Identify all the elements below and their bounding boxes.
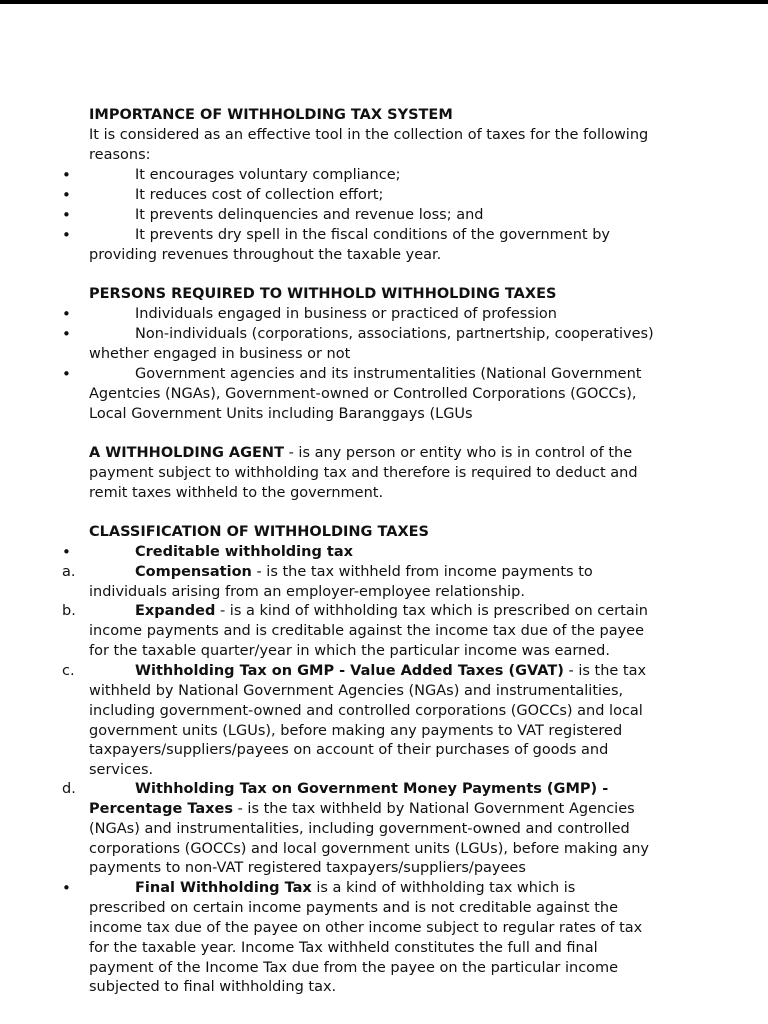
list-item: Government agencies and its instrumentalities (National Government (135, 366, 642, 382)
paragraph-line: income payments and is creditable against the income tax due of the payee (89, 623, 645, 639)
definition-line: A WITHHOLDING AGENT - is any person or entity who is in control of the (89, 445, 633, 461)
paragraph-line: reasons: (89, 147, 151, 163)
paragraph-line: (NGAs) and instrumentalities, including government-owned and controlled (89, 821, 630, 837)
bullet-icon: • (62, 226, 71, 244)
list-item: Expanded - is a kind of withholding tax which is prescribed on certain (135, 603, 648, 619)
list-item: It prevents delinquencies and revenue loss; and (135, 207, 484, 223)
list-item: Individuals engaged in business or practiced of profession (135, 306, 557, 322)
paragraph-line: including government-owned and controlled corporations (GOCCs) and local (89, 703, 643, 719)
section-title: IMPORTANCE OF WITHHOLDING TAX SYSTEM (89, 107, 453, 123)
paragraph-line: Local Government Units including Baranggays (LGUs (89, 406, 473, 422)
bullet-icon: • (62, 166, 71, 184)
bullet-icon: • (62, 305, 71, 323)
list-item: It prevents dry spell in the fiscal conditions of the government by (135, 227, 610, 243)
list-item: It reduces cost of collection effort; (135, 187, 384, 203)
paragraph-line: payments to non-VAT registered taxpayers/suppliers/payees (89, 860, 526, 876)
list-marker: d. (62, 781, 76, 797)
list-marker: c. (62, 663, 75, 679)
paragraph-line: remit taxes withheld to the government. (89, 485, 384, 501)
paragraph-line: services. (89, 762, 154, 778)
paragraph-line: It is considered as an effective tool in the collection of taxes for the following (89, 127, 649, 143)
paragraph-line: whether engaged in business or not (89, 346, 351, 362)
paragraph-line: corporations (GOCCs) and local government units (LGUs), before making any (89, 841, 649, 857)
paragraph-line: payment subject to withholding tax and therefore is required to deduct and (89, 465, 638, 481)
paragraph-line: government units (LGUs), before making any payments to VAT registered (89, 723, 623, 739)
list-marker: b. (62, 603, 76, 619)
paragraph-line: for the taxable year. Income Tax withheld constitutes the full and final (89, 940, 598, 956)
paragraph-line: providing revenues throughout the taxable year. (89, 247, 442, 263)
list-item: Non-individuals (corporations, associations, partnertship, cooperatives) (135, 326, 654, 342)
paragraph-line: income tax due of the payee on other income subject to regular rates of tax (89, 920, 643, 936)
paragraph-line: Percentage Taxes - is the tax withheld by National Government Agencies (89, 801, 635, 817)
section-title: CLASSIFICATION OF WITHHOLDING TAXES (89, 524, 429, 540)
paragraph-line: withheld by National Government Agencies (NGAs) and instrumentalities, (89, 683, 624, 699)
bullet-icon: • (62, 543, 71, 561)
list-item: Withholding Tax on GMP - Value Added Taxes (GVAT) - is the tax (135, 663, 647, 679)
bullet-icon: • (62, 186, 71, 204)
list-item: Withholding Tax on Government Money Payments (GMP) - (135, 781, 609, 797)
paragraph-line: for the taxable quarter/year in which the particular income was earned. (89, 643, 610, 659)
paragraph-line: prescribed on certain income payments and is not creditable against the (89, 900, 618, 916)
paragraph-line: taxpayers/suppliers/payees on account of their purchases of goods and (89, 742, 609, 758)
paragraph-line: payment of the Income Tax due from the payee on the particular income (89, 960, 619, 976)
bullet-icon: • (62, 365, 71, 383)
paragraph-line: Agentcies (NGAs), Government-owned or Controlled Corporations (GOCCs), (89, 386, 637, 402)
list-item: Final Withholding Tax is a kind of withholding tax which is (135, 880, 576, 896)
paragraph-line: individuals arising from an employer-employee relationship. (89, 584, 525, 600)
bullet-icon: • (62, 206, 71, 224)
bullet-icon: • (62, 879, 71, 897)
subheading: Creditable withholding tax (135, 544, 353, 560)
bullet-icon: • (62, 325, 71, 343)
list-marker: a. (62, 564, 76, 580)
list-item: It encourages voluntary compliance; (135, 167, 401, 183)
section-title: PERSONS REQUIRED TO WITHHOLD WITHHOLDING TAXES (89, 286, 557, 302)
paragraph-line: subjected to final withholding tax. (89, 979, 337, 995)
list-item: Compensation - is the tax withheld from income payments to (135, 564, 593, 580)
